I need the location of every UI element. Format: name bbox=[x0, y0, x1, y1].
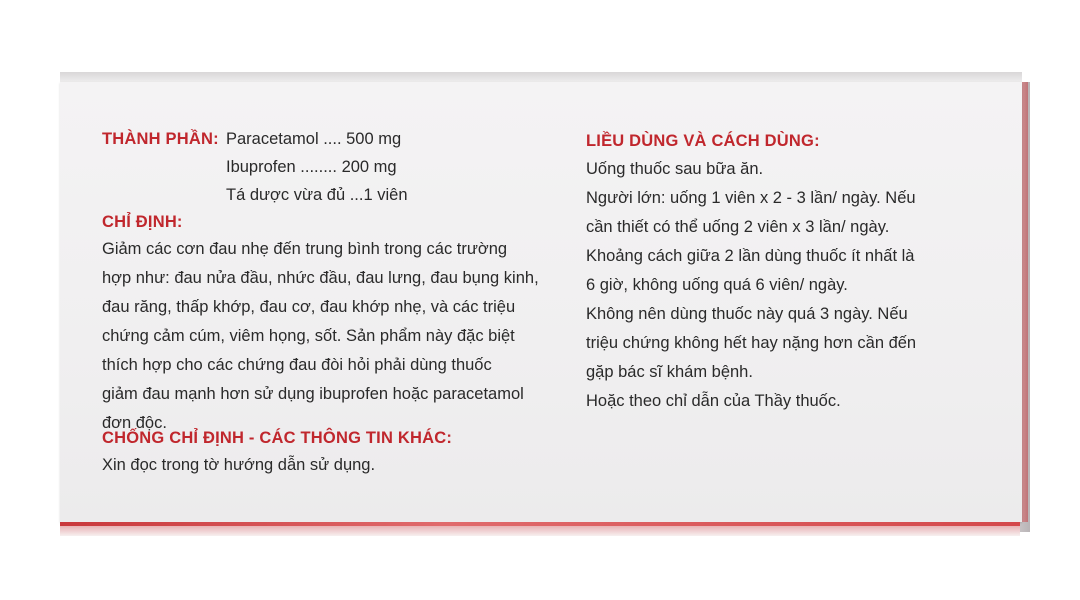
dosage-line: Khoảng cách giữa 2 lần dùng thuốc ít nhất là bbox=[586, 247, 915, 265]
indications-line: thích hợp cho các chứng đau đòi hỏi phải dùng thuốc bbox=[102, 356, 492, 374]
indications-line: đơn độc. bbox=[102, 414, 167, 432]
dosage-text bbox=[586, 156, 916, 417]
indications-line: hợp như: đau nửa đầu, nhức đầu, đau lưng, đau bụng kinh, bbox=[102, 269, 539, 287]
ingredient-ibuprofen: Ibuprofen ........ 200 mg bbox=[226, 158, 397, 176]
indications-text bbox=[102, 236, 539, 439]
indications-line: Giảm các cơn đau nhẹ đến trung bình trong các trường bbox=[102, 240, 508, 258]
ingredient-excipients: Tá dược vừa đủ ...1 viên bbox=[226, 186, 408, 204]
indications-heading: CHỈ ĐỊNH: bbox=[102, 213, 183, 231]
dosage-line: Hoặc theo chỉ dẫn của Thầy thuốc. bbox=[586, 392, 841, 410]
dosage-line: cần thiết có thể uống 2 viên x 3 lần/ ngày. bbox=[586, 218, 890, 236]
dosage-line: 6 giờ, không uống quá 6 viên/ ngày. bbox=[586, 276, 848, 294]
box-bottom-edge bbox=[60, 526, 1020, 536]
indications-line: đau răng, thấp khớp, đau cơ, đau khớp nhẹ, và các triệu bbox=[102, 298, 516, 316]
dosage-line: Uống thuốc sau bữa ăn. bbox=[586, 160, 764, 178]
dosage-line: Không nên dùng thuốc này quá 3 ngày. Nếu bbox=[586, 305, 908, 323]
ingredient-paracetamol: Paracetamol .... 500 mg bbox=[226, 130, 402, 148]
indications-line: giảm đau mạnh hơn sử dụng ibuprofen hoặc paracetamol bbox=[102, 385, 524, 403]
contraindications-heading: CHỐNG CHỈ ĐỊNH - CÁC THÔNG TIN KHÁC: bbox=[102, 429, 453, 447]
contraindications-text: Xin đọc trong tờ hướng dẫn sử dụng. bbox=[102, 456, 376, 474]
dosage-heading: LIỀU DÙNG VÀ CÁCH DÙNG: bbox=[586, 132, 820, 150]
dosage-line: triệu chứng không hết hay nặng hơn cần đến bbox=[586, 334, 917, 352]
indications-line: chứng cảm cúm, viêm họng, sốt. Sản phẩm này đặc biệt bbox=[102, 327, 515, 345]
composition-heading: THÀNH PHẦN: bbox=[102, 130, 219, 148]
dosage-line: Người lớn: uống 1 viên x 2 - 3 lần/ ngày. Nếu bbox=[586, 189, 916, 207]
dosage-line: gặp bác sĩ khám bệnh. bbox=[586, 363, 753, 381]
